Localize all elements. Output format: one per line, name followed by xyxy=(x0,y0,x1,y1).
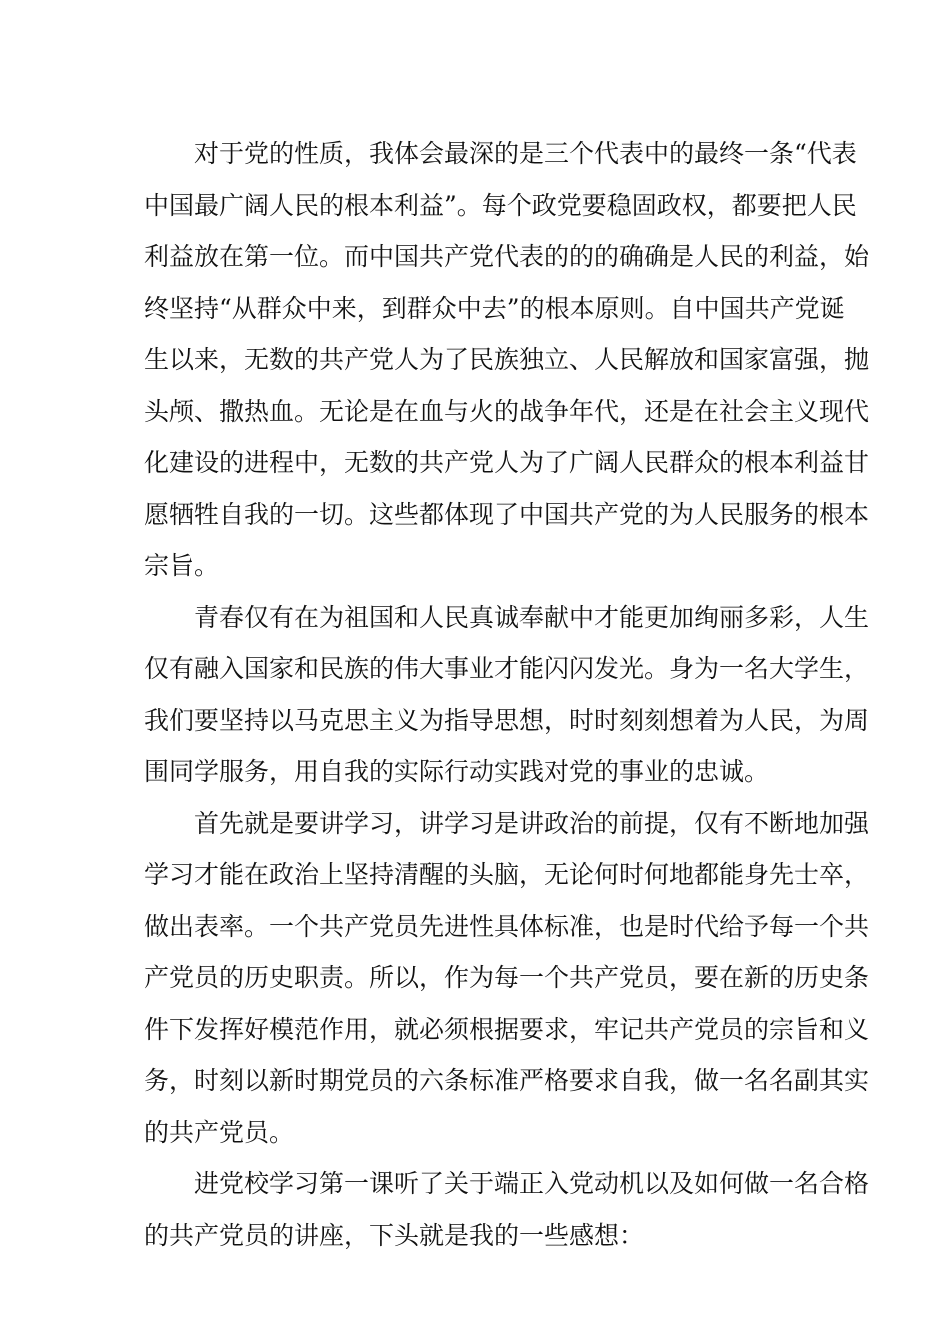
text-line: 仅有融入国家和民族的伟大事业才能闪闪发光。身为一名大学生， xyxy=(144,654,870,683)
text-line: 学习才能在政治上坚持清醒的头脑，无论何时何地都能身先士卒， xyxy=(144,860,870,889)
text-line: 中国最广阔人民的根本利益”。每个政党要稳固政权，都要把人民 xyxy=(144,190,857,220)
text-line: 对于党的性质，我体会最深的是三个代表中的最终一条“代表 xyxy=(194,139,857,168)
paragraph xyxy=(144,798,870,1159)
text-line: 愿牺牲自我的一切。这些都体现了中国共产党的为人民服务的根本 xyxy=(144,499,870,529)
text-line: 围同学服务，用自我的实际行动实践对党的事业的忠诚。 xyxy=(144,757,770,786)
paragraph xyxy=(144,1158,870,1261)
text-line: 宗旨。 xyxy=(144,551,220,580)
text-line: 产党员的历史职责。所以，作为每一个共产党员，要在新的历史条 xyxy=(144,963,870,992)
text-line: 终坚持“从群众中来，到群众中去”的根本原则。自中国共产党诞 xyxy=(144,293,845,323)
paragraph xyxy=(144,592,870,798)
text-line: 的共产党员。 xyxy=(144,1117,295,1147)
text-line: 生以来，无数的共产党人为了民族独立、人民解放和国家富强，抛 xyxy=(144,345,870,374)
text-line: 务，时刻以新时期党员的六条标准严格要求自我，做一名名副其实 xyxy=(144,1066,870,1095)
text-line: 的共产党员的讲座，下头就是我的一些感想： xyxy=(144,1220,645,1250)
paragraph xyxy=(144,128,870,592)
text-line: 我们要坚持以马克思主义为指导思想，时时刻刻想着为人民，为周 xyxy=(144,705,870,735)
text-line: 首先就是要讲学习，讲学习是讲政治的前提，仅有不断地加强 xyxy=(194,808,870,838)
text-line: 头颅、撒热血。无论是在血与火的战争年代，还是在社会主义现代 xyxy=(144,396,870,426)
text-line: 利益放在第一位。而中国共产党代表的的的确确是人民的利益，始 xyxy=(144,242,870,271)
document-body xyxy=(144,128,870,1261)
text-line: 化建设的进程中，无数的共产党人为了广阔人民群众的根本利益甘 xyxy=(144,448,870,477)
text-line: 件下发挥好模范作用，就必须根据要求，牢记共产党员的宗旨和义 xyxy=(144,1014,870,1044)
text-line: 做出表率。一个共产党员先进性具体标准，也是时代给予每一个共 xyxy=(144,911,870,941)
text-line: 青春仅有在为祖国和人民真诚奉献中才能更加绚丽多彩，人生 xyxy=(194,602,870,632)
text-line: 进党校学习第一课听了关于端正入党动机以及如何做一名合格 xyxy=(194,1169,870,1198)
